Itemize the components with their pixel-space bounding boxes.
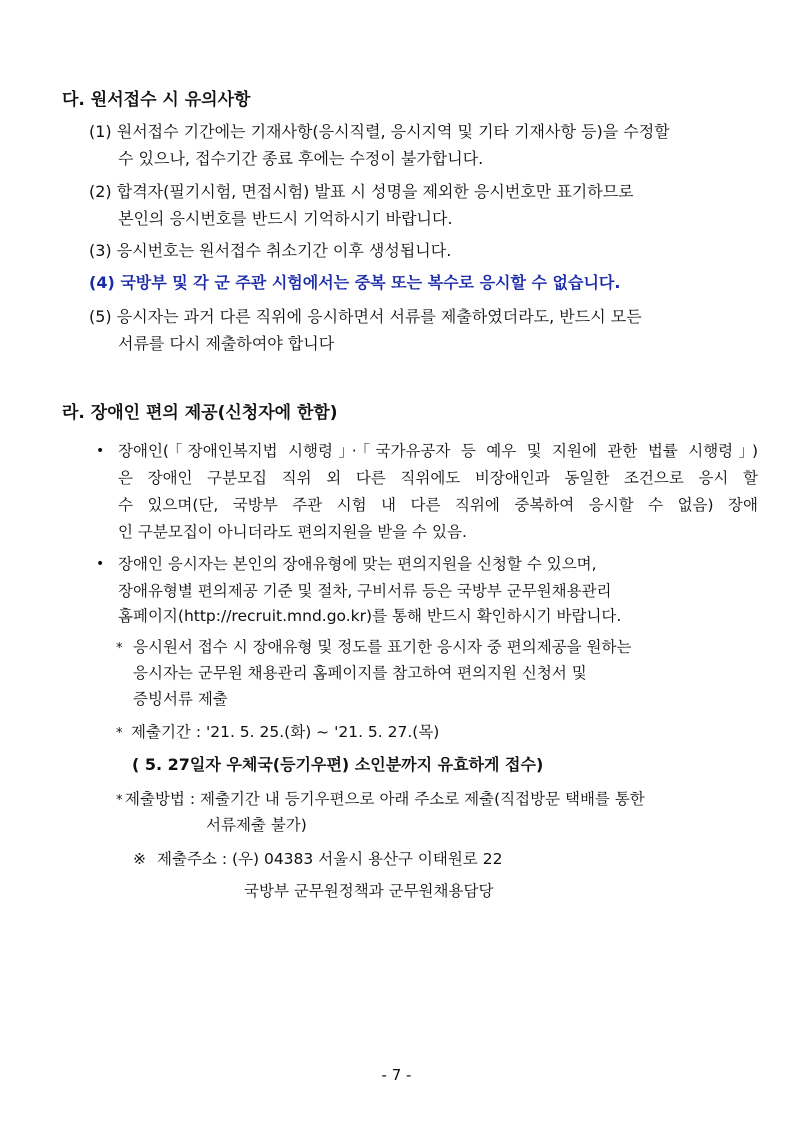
item-1-line-2: 수 있으나, 접수기간 종료 후에는 수정이 불가합니다. [118,149,484,168]
bullet-dot-2: • [96,556,105,572]
note-2-text: 제출기간 : '21. 5. 25.(화) ~ '21. 5. 27.(목) [131,723,440,741]
item-1-line-1: (1) 원서접수 기간에는 기재사항(응시직렬, 응시지역 및 기타 기재사항 등)을 수정할 [89,122,670,141]
page-number: - 7 - [381,1066,412,1084]
item-3-line-1: (3) 응시번호는 원서접수 취소기간 이후 생성됩니다. [89,241,452,260]
bullet-1-line-2: 은 장애인 구분모집 직위 외 다른 직위에도 비장애인과 동일한 조건으로 응시 할 [118,469,758,487]
item-5-line-1: (5) 응시자는 과거 다른 직위에 응시하면서 서류를 제출하였더라도, 반드시 모든 [89,307,642,326]
note-2-marker: * [116,726,123,741]
item-4-line-1: (4) 국방부 및 각 군 주관 시험에서는 중복 또는 복수로 응시할 수 없습니다. [89,273,621,292]
section-d-heading: 다. 원서접수 시 유의사항 [62,90,251,110]
bullet-2-line-1: 장애인 응시자는 본인의 장애유형에 맞는 편의지원을 신청할 수 있으며, [118,555,597,573]
bullet-2-line-3: 홈페이지(http://recruit.mnd.go.kr)를 통해 반드시 확인하시기 바랍니다. [118,607,622,625]
address-organization: 국방부 군무원정책과 군무원채용담당 [244,882,494,900]
note-1-marker: * [116,641,123,656]
item-2-line-1: (2) 합격자(필기시험, 면접시험) 발표 시 성명을 제외한 응시번호만 표기하므로 [89,182,634,201]
bullet-dot-1: • [96,443,105,459]
bullet-1-line-1: 장애인(「장애인복지법 시행령」·「국가유공자 등 예우 및 지원에 관한 법률 시행령」) [118,442,758,460]
note-1-line-1: 응시원서 접수 시 장애유형 및 정도를 표기한 응시자 중 편의제공을 원하는 [133,638,632,656]
address-text: 제출주소 : (우) 04383 서울시 용산구 이태원로 22 [157,850,503,868]
item-2-line-2: 본인의 응시번호를 반드시 기억하시기 바랍니다. [118,209,453,228]
item-5-line-2: 서류를 다시 제출하여야 합니다 [118,334,335,353]
note-3-marker: * [116,793,123,808]
bullet-2-line-2: 장애유형별 편의제공 기준 및 절차, 구비서류 등은 국방부 군무원채용관리 [118,582,612,600]
bullet-1-line-3: 수 있으며(단, 국방부 주관 시험 내 다른 직위에 중복하여 응시할 수 없음) 장애 [118,496,758,514]
note-3-line-1: 제출방법 : 제출기간 내 등기우편으로 아래 주소로 제출(직접방문 택배를 통한 [125,790,645,808]
address-marker: ※ [133,850,146,868]
note-1-line-3: 증빙서류 제출 [133,690,228,708]
note-2-emphasis: ( 5. 27일자 우체국(등기우편) 소인분까지 유효하게 접수) [132,755,544,774]
section-r-heading: 라. 장애인 편의 제공(신청자에 한함) [62,403,338,423]
bullet-1-line-4: 인 구분모집이 아니더라도 편의지원을 받을 수 있음. [118,523,467,541]
note-1-line-2: 응시자는 군무원 채용관리 홈페이지를 참고하여 편의지원 신청서 및 [133,664,587,682]
note-3-line-2: 서류제출 불가) [206,816,307,834]
